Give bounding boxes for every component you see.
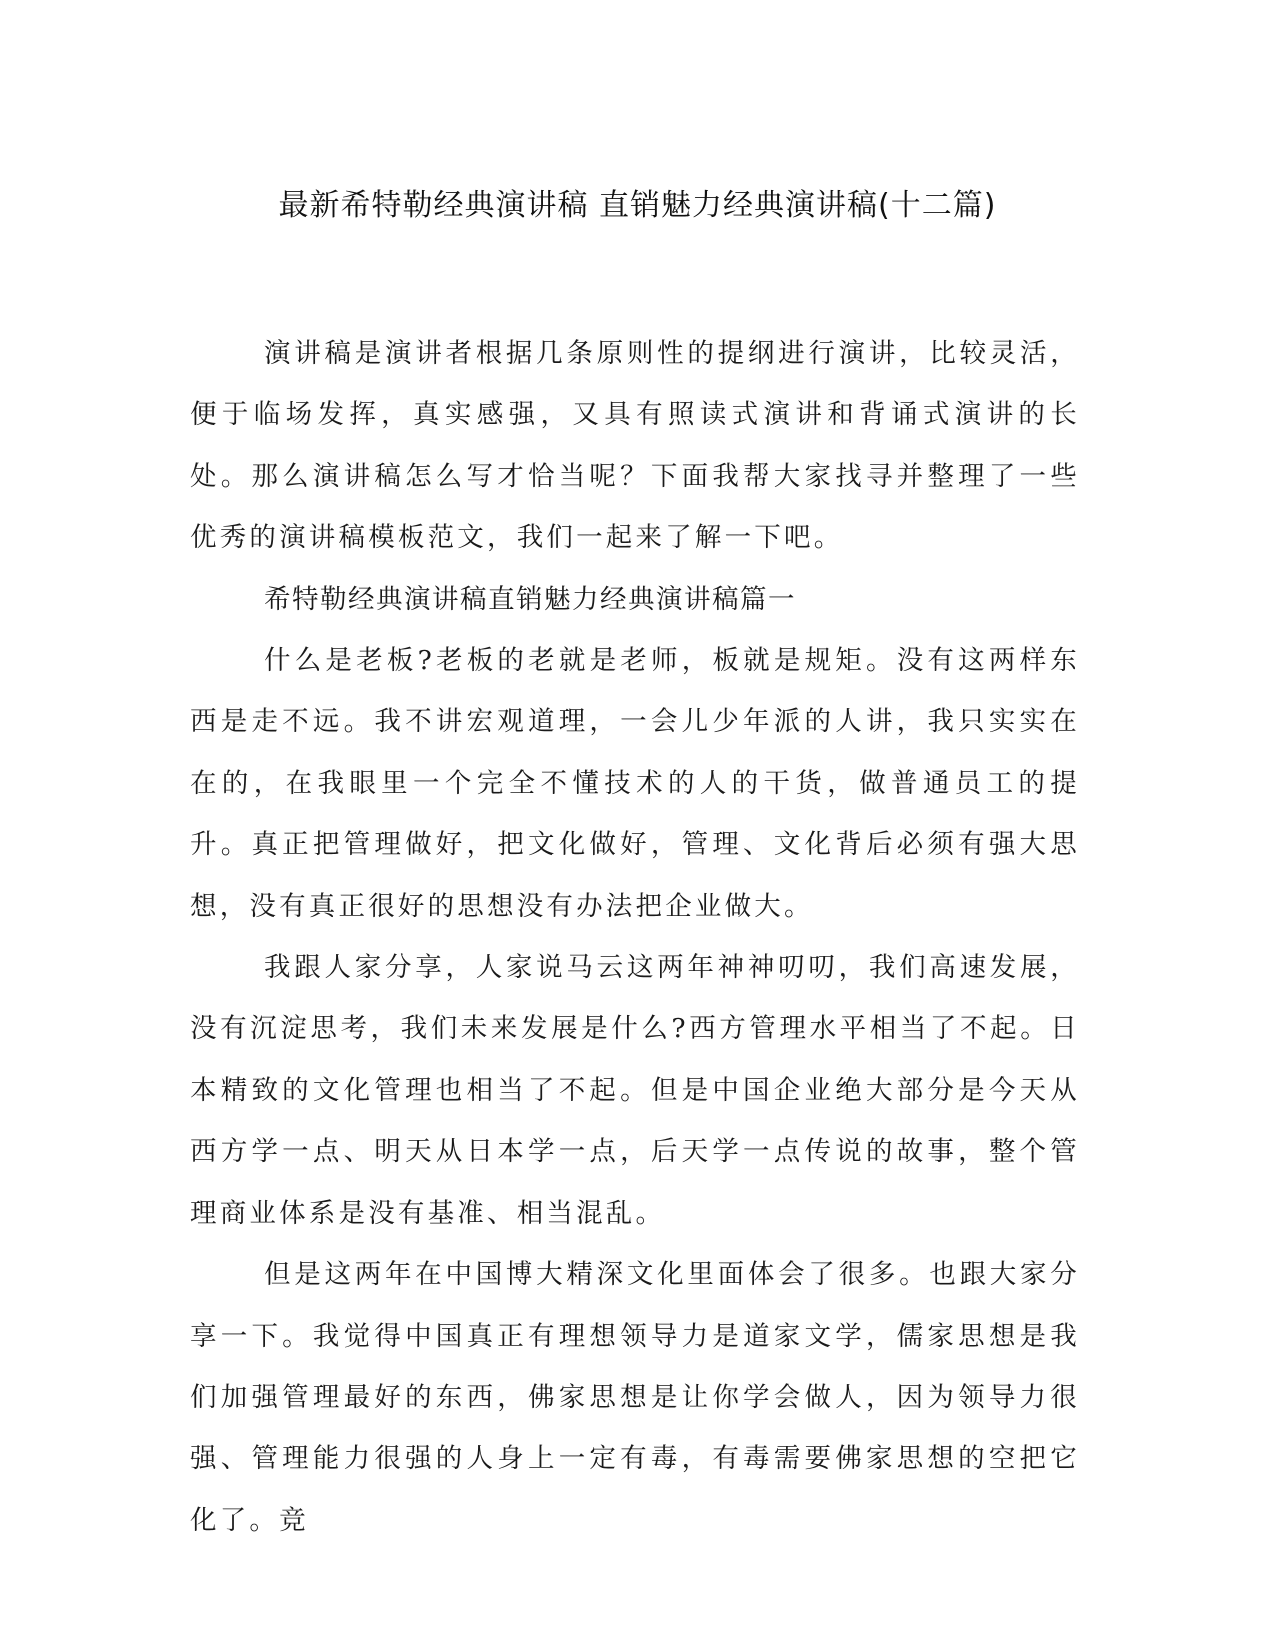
document-body (190, 323, 1080, 1551)
section-heading: 希特勒经典演讲稿直销魅力经典演讲稿篇一 (264, 583, 796, 615)
document-title: 最新希特勒经典演讲稿 直销魅力经典演讲稿(十二篇) (278, 188, 997, 223)
body-paragraph: 但是这两年在中国博大精深文化里面体会了很多。也跟大家分享一下。我觉得中国真正有理想领导力是道家文学，儒家思想是我们加强管理最好的东西，佛家思想是让你学会做人，因为领导力很强、管理能力很强的人身上一定有毒，有毒需要佛家思想的空把它化了。竞 (190, 1259, 1080, 1536)
body-paragraph: 什么是老板?老板的老就是老师，板就是规矩。没有这两样东西是走不远。我不讲宏观道理，一会儿少年派的人讲，我只实实在在的，在我眼里一个完全不懂技术的人的干货，做普通员工的提升。真正把管理做好，把文化做好，管理、文化背后必须有强大思想，没有真正很好的思想没有办法把企业做大。 (190, 645, 1080, 922)
intro-paragraph: 演讲稿是演讲者根据几条原则性的提纲进行演讲，比较灵活，便于临场发挥，真实感强，又具有照读式演讲和背诵式演讲的长处。那么演讲稿怎么写才恰当呢？下面我帮大家找寻并整理了一些优秀的演讲稿模板范文，我们一起来了解一下吧。 (190, 338, 1080, 554)
body-paragraph: 我跟人家分享，人家说马云这两年神神叨叨，我们高速发展，没有沉淀思考，我们未来发展是什么?西方管理水平相当了不起。日本精致的文化管理也相当了不起。但是中国企业绝大部分是今天从西方学一点、明天从日本学一点，后天学一点传说的故事，整个管理商业体系是没有基准、相当混乱。 (190, 952, 1080, 1229)
